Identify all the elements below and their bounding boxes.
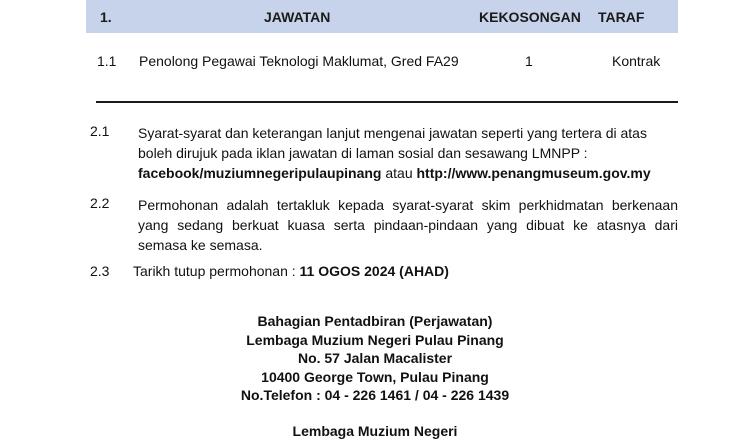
header-kekosongan: KEKOSONGAN (479, 9, 581, 25)
link-connector: atau (381, 165, 417, 181)
row-taraf: Kontrak (612, 53, 661, 69)
facebook-link[interactable]: facebook/muziumnegeripulaupinang (138, 165, 382, 181)
note-2-2-line1: Permohonan adalah tertakluk kepada syarat-syarat skim perkhidmatan berkenaan (138, 197, 678, 213)
row-number: 1.1 (97, 53, 117, 69)
note-2-2-line2: yang sedang berkuat kuasa serta pindaan-pindaan yang dibuat ke atasnya dari (138, 217, 678, 233)
note-2-1-line1: Syarat-syarat dan keterangan lanjut mengenai jawatan seperti yang tertera di atas (138, 125, 647, 141)
closing-date-label: Tarikh tutup permohonan : (133, 263, 300, 279)
header-taraf: TARAF (598, 9, 645, 25)
table-header (86, 0, 678, 33)
note-2-2-number: 2.2 (90, 195, 110, 211)
address-line2: Lembaga Muzium Negeri Pulau Pinang (246, 331, 504, 348)
header-jawatan: JAWATAN (264, 9, 331, 25)
note-2-1-line2: boleh dirujuk pada iklan jawatan di laman sosial dan sesawang LMNPP : (138, 145, 588, 161)
note-2-3-number: 2.3 (90, 263, 110, 279)
note-2-1-line3 (138, 163, 678, 183)
note-2-2-line3: semasa ke semasa. (138, 237, 263, 253)
row-jawatan: Penolong Pegawai Teknologi Maklumat, Gred FA29 (139, 53, 459, 69)
address-line1: Bahagian Pentadbiran (Perjawatan) (257, 313, 493, 329)
website-link[interactable]: http://www.penangmuseum.gov.my (416, 165, 651, 181)
address-line4: 10400 George Town, Pulau Pinang (261, 368, 489, 385)
address-block (0, 312, 750, 405)
note-2-1 (138, 123, 678, 183)
address-phone: No.Telefon : 04 - 226 1461 / 04 - 226 1439 (240, 387, 510, 403)
footer-partial-text (0, 420, 750, 439)
closing-date-value: 11 OGOS 2024 (AHAD) (299, 263, 449, 279)
footer-partial-label: Lembaga Muzium Negeri (292, 423, 458, 439)
row-kekosongan: 1 (525, 53, 533, 69)
header-number: 1. (100, 9, 112, 25)
note-2-2 (138, 195, 678, 255)
section-divider (96, 101, 678, 103)
note-2-1-number: 2.1 (90, 123, 110, 139)
address-line3: No. 57 Jalan Macalister (297, 350, 453, 366)
note-2-3 (133, 263, 449, 279)
